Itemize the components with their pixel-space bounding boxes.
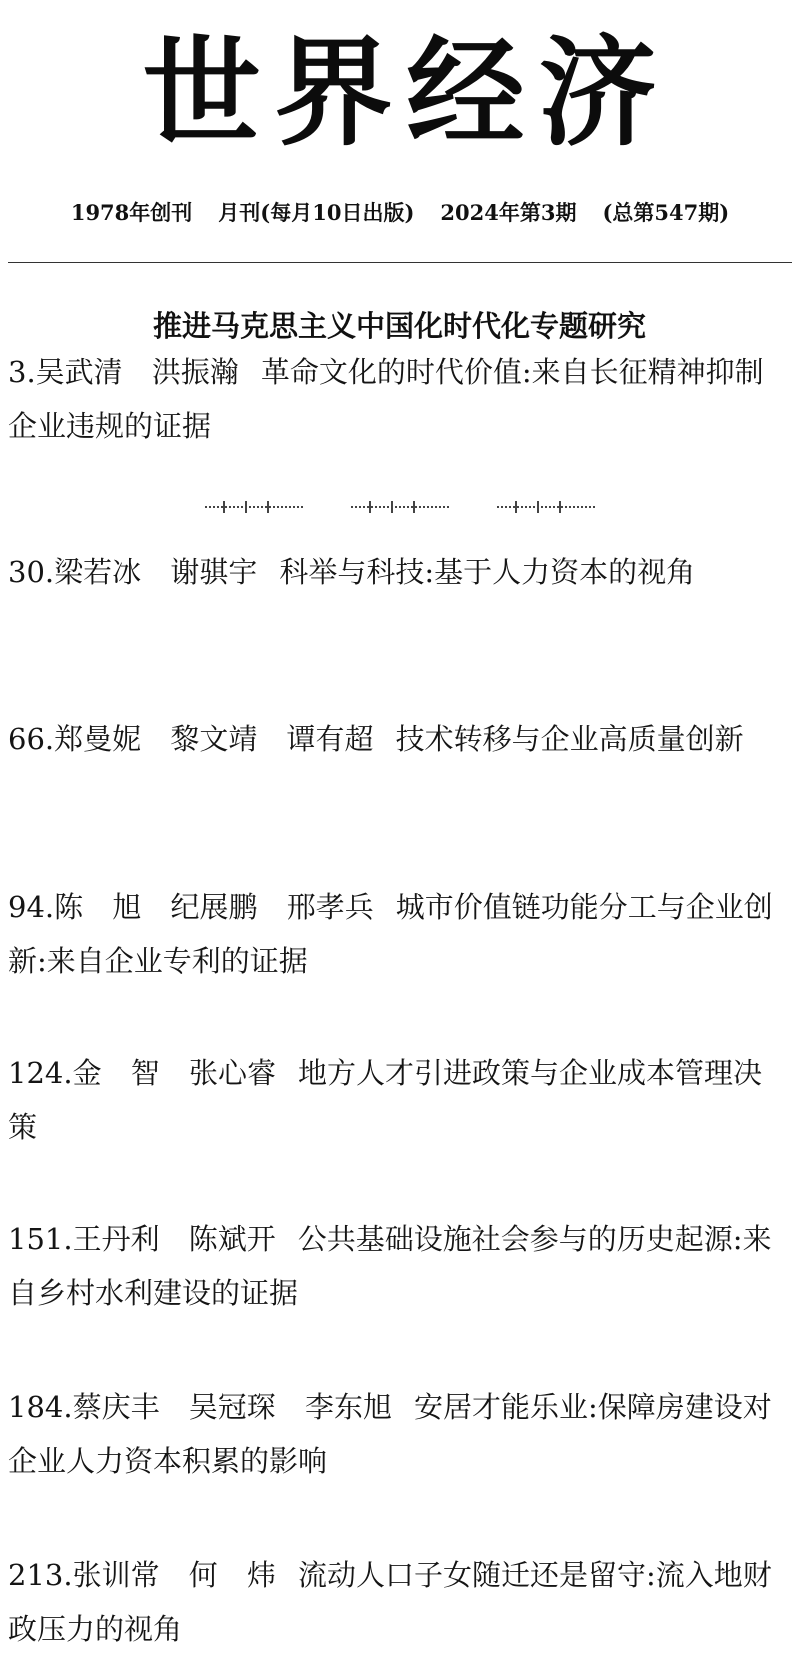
entry-authors: 郑曼妮 黎文靖 谭有超 bbox=[54, 722, 374, 756]
entry-page-number: 66. bbox=[8, 722, 55, 756]
entry-page-number: 3. bbox=[8, 355, 36, 389]
entry-authors: 张训常 何 炜 bbox=[72, 1558, 277, 1592]
entry-title: 城市价值链功能分工与企业创新:来自企业专利的证据 bbox=[8, 890, 773, 978]
entry-authors: 金 智 张心睿 bbox=[72, 1056, 277, 1090]
entry-title: 公共基础设施社会参与的历史起源:来自乡村水利建设的证据 bbox=[8, 1222, 772, 1310]
toc-entry[interactable] bbox=[8, 345, 790, 453]
section-title: 推进马克思主义中国化时代化专题研究 bbox=[152, 309, 646, 343]
publication-frequency: 月刊(每月10日出版) bbox=[218, 200, 415, 225]
entry-page-number: 213. bbox=[8, 1558, 73, 1592]
entry-title: 流动人口子女随迁还是留守:流入地财政压力的视角 bbox=[8, 1558, 772, 1646]
toc-entry[interactable] bbox=[8, 1548, 790, 1656]
divider-ornament bbox=[205, 501, 303, 513]
entry-page-number: 151. bbox=[8, 1222, 73, 1256]
founded-year: 1978年创刊 bbox=[70, 200, 193, 225]
entry-title: 地方人才引进政策与企业成本管理决策 bbox=[8, 1056, 763, 1144]
entry-page-number: 94. bbox=[8, 890, 55, 924]
entry-title: 科举与科技:基于人力资本的视角 bbox=[279, 555, 696, 589]
toc-entry[interactable] bbox=[8, 1046, 790, 1154]
header-divider-rule bbox=[8, 262, 792, 263]
issue-number: 2024年第3期 bbox=[440, 200, 577, 225]
toc-entry[interactable] bbox=[8, 712, 790, 766]
masthead bbox=[0, 8, 799, 186]
issue-info-line bbox=[20, 198, 780, 228]
entry-authors: 蔡庆丰 吴冠琛 李东旭 bbox=[72, 1390, 393, 1424]
ornamental-divider bbox=[0, 496, 799, 516]
toc-entry[interactable] bbox=[8, 880, 790, 988]
toc-entry[interactable] bbox=[8, 1380, 790, 1488]
entry-title: 技术转移与企业高质量创新 bbox=[395, 722, 744, 756]
entry-page-number: 30. bbox=[8, 555, 55, 589]
entry-page-number: 124. bbox=[8, 1056, 73, 1090]
divider-ornament bbox=[497, 501, 595, 513]
entry-authors: 王丹利 陈斌开 bbox=[72, 1222, 276, 1256]
entry-authors: 梁若冰 谢骐宇 bbox=[54, 555, 258, 589]
entry-page-number: 184. bbox=[8, 1390, 73, 1424]
toc-entry[interactable] bbox=[8, 545, 790, 599]
divider-ornament bbox=[351, 501, 449, 513]
entry-title: 安居才能乐业:保障房建设对企业人力资本积累的影响 bbox=[8, 1390, 772, 1478]
entry-authors: 陈 旭 纪展鹏 邢孝兵 bbox=[54, 890, 374, 924]
toc-entry[interactable] bbox=[8, 1212, 790, 1320]
entry-authors: 吴武清 洪振瀚 bbox=[35, 355, 239, 389]
journal-title-calligraphy: 世界经济 bbox=[142, 23, 671, 162]
total-issue-number: (总第547期) bbox=[602, 200, 730, 225]
entry-title: 革命文化的时代价值:来自长征精神抑制企业违规的证据 bbox=[8, 355, 764, 443]
